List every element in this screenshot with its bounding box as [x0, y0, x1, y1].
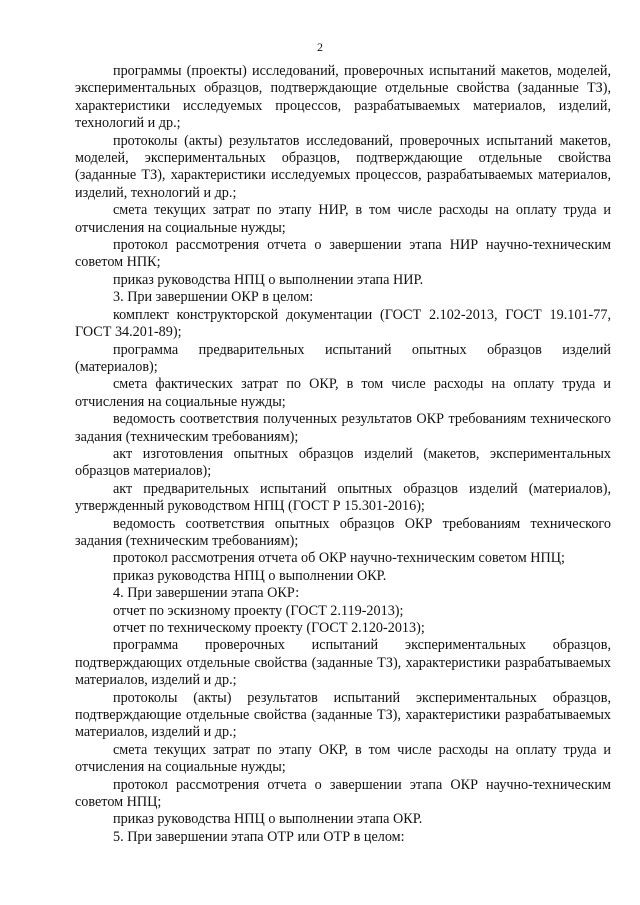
paragraph: программы (проекты) исследований, проверочных испытаний макетов, моделей, экспериментальных образцов, подтверждающие отдельные свойства (заданные ТЗ), характеристики исследуемых процессов, разрабатываемых материалов, изделий, технологий и др.; [75, 63, 611, 132]
paragraph: приказ руководства НПЦ о выполнении ОКР. [113, 567, 387, 584]
paragraph: акт изготовления опытных образцов изделий (макетов, экспериментальных образцов материалов); [75, 445, 611, 480]
paragraph: программа проверочных испытаний экспериментальных образцов, подтверждающих отдельные свойства (заданные ТЗ), характеристики разрабатываемых материалов, изделий и др.; [75, 637, 611, 689]
paragraph: отчет по эскизному проекту (ГОСТ 2.119-2013); [113, 602, 404, 619]
paragraph: приказ руководства НПЦ о выполнении этапа НИР. [113, 271, 424, 288]
section-heading: 3. При завершении ОКР в целом: [113, 289, 314, 306]
paragraph: протокол рассмотрения отчета о завершении этапа НИР научно-техническим советом НПК; [75, 237, 611, 271]
paragraph: смета текущих затрат по этапу ОКР, в том числе расходы на оплату труда и отчисления на социальные нужды; [75, 741, 611, 776]
paragraph: комплект конструкторской документации (ГОСТ 2.102-2013, ГОСТ 19.101-77, ГОСТ 34.201-89); [75, 306, 611, 341]
body-text [75, 63, 611, 846]
paragraph: протокол рассмотрения отчета об ОКР научно-техническим советом НПЦ; [113, 550, 565, 567]
paragraph: приказ руководства НПЦ о выполнении этапа ОКР. [113, 811, 423, 828]
paragraph: протоколы (акты) результатов исследований, проверочных испытаний макетов, моделей, экспериментальных образцов, подтверждающие отдельные свойства (заданные ТЗ), характеристики исследуемых процессов, разрабатываемых материалов, изделий, технологий и др.; [75, 132, 611, 201]
page-number: 2 [317, 40, 323, 54]
paragraph: протокол рассмотрения отчета о завершении этапа ОКР научно-техническим советом НПЦ; [75, 776, 611, 811]
paragraph: отчет по техническому проекту (ГОСТ 2.120-2013); [113, 620, 425, 636]
paragraph: акт предварительных испытаний опытных образцов изделий (материалов), утвержденный руководством НПЦ (ГОСТ Р 15.301-2016); [75, 480, 611, 515]
paragraph: программа предварительных испытаний опытных образцов изделий (материалов); [75, 341, 611, 375]
paragraph: смета текущих затрат по этапу НИР, в том числе расходы на оплату труда и отчисления на социальные нужды; [75, 202, 611, 236]
section-heading: 5. При завершении этапа ОТР или ОТР в целом: [113, 828, 405, 845]
paragraph: смета фактических затрат по ОКР, в том числе расходы на оплату труда и отчисления на социальные нужды; [75, 376, 611, 410]
paragraph: ведомость соответствия полученных результатов ОКР требованиям технического задания (техническим требованиям); [75, 411, 611, 445]
section-heading: 4. При завершении этапа ОКР: [113, 585, 300, 602]
paragraph: протоколы (акты) результатов испытаний экспериментальных образцов, подтверждающие отдельные свойства (заданные ТЗ), характеристики разрабатываемых материалов, изделий и др.; [75, 689, 611, 741]
paragraph: ведомость соответствия опытных образцов ОКР требованиям технического задания (техническим требованиям); [75, 515, 611, 549]
